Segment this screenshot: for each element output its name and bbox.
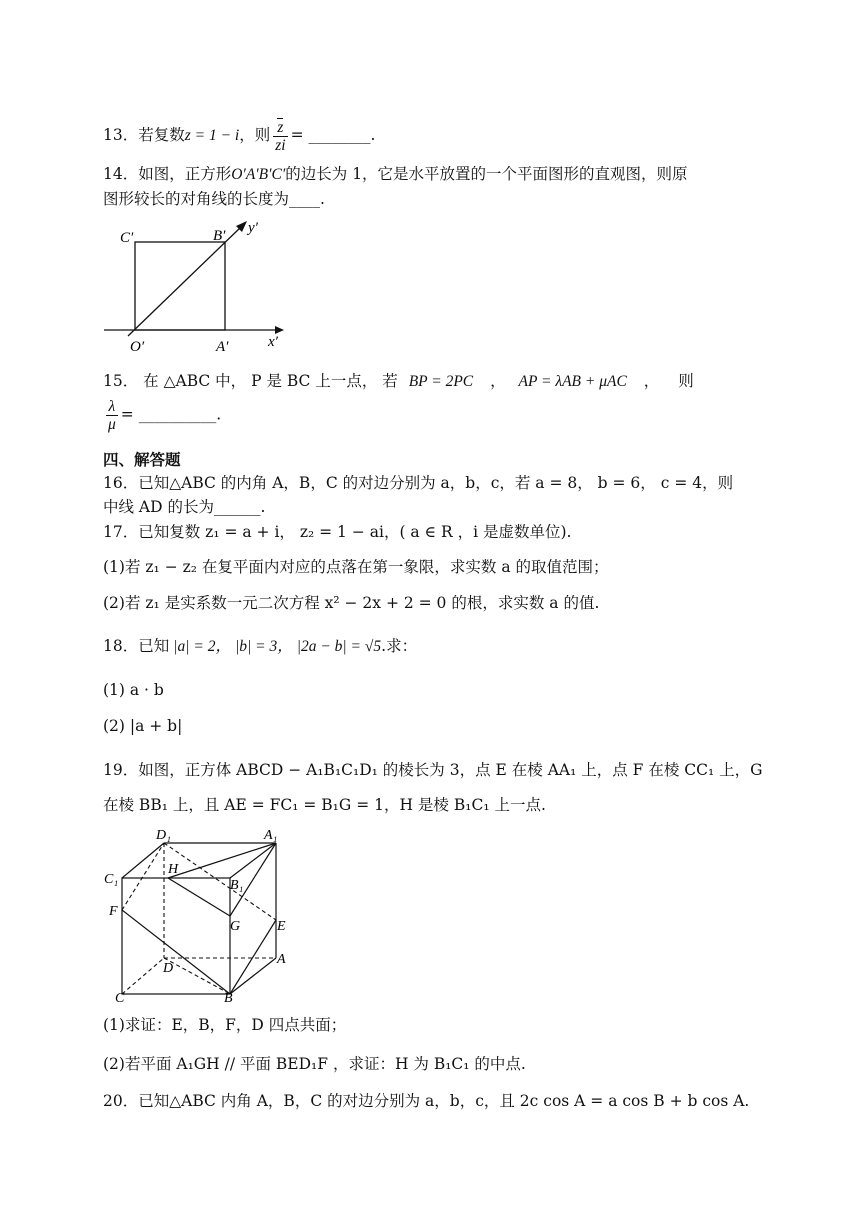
label-b1: B₁ — [230, 878, 244, 893]
edge-c-d-hidden — [122, 958, 164, 994]
q13-fraction-numerator: z — [277, 119, 284, 136]
question-15-line-1: 15． 在 △ABC 中， P 是 BC 上一点， 若 BP = 2PC ， AP = λAB + μAC ， 则 — [103, 372, 694, 390]
q18-suffix: .求： — [381, 637, 418, 655]
edge-b-a — [230, 958, 276, 994]
label-c1: C₁ — [104, 872, 119, 887]
q13-fraction-denominator: zi — [275, 137, 286, 154]
q15-prefix: 15． 在 △ABC 中， P 是 BC 上一点， 若 — [103, 372, 398, 390]
label-c-prime: C′ — [120, 230, 134, 246]
question-18-line-1 — [103, 636, 417, 657]
label-x-prime: x′ — [268, 334, 278, 350]
q13-expression: z = 1 − i — [184, 127, 240, 144]
edge-b1-a1 — [230, 843, 276, 878]
label-g: G — [230, 919, 241, 934]
q13-fraction — [273, 118, 287, 154]
q15-vector-equation-1: BP = 2PC — [408, 373, 474, 390]
label-b: B — [224, 991, 233, 1006]
question-14-line-2: 图形较长的对角线的长度为____. — [103, 190, 325, 208]
q14-line1-suffix: 的边长为 1，它是水平放置的一个平面图形的直观图，则原 — [285, 165, 688, 183]
question-13 — [103, 118, 375, 154]
q15-fraction-numerator: λ — [106, 398, 118, 416]
question-19-part-2: (2)若平面 A₁GH // 平面 BED₁F ，求证：H 为 B₁C₁ 的中点. — [103, 1055, 526, 1073]
label-y-prime: y′ — [248, 220, 258, 236]
question-15-line-2 — [103, 398, 221, 433]
label-b-prime: B′ — [213, 228, 226, 244]
q14-prefix: 14．如图，正方形 — [103, 165, 232, 183]
segment-f-b — [122, 910, 230, 994]
q19-cube-figure — [100, 826, 300, 1006]
question-19-part-1: (1)求证：E，B，F，D 四点共面； — [103, 1016, 347, 1034]
question-20-line-1: 20．已知△ABC 内角 A，B，C 的对边分别为 a，b，c，且 2c cos A = a cos B + b cos A. — [103, 1092, 750, 1110]
label-a: A — [277, 952, 286, 967]
question-16-line-2: 中线 AD 的长为______. — [103, 498, 266, 516]
label-e: E — [277, 919, 286, 934]
segment-d-b-hidden — [164, 958, 230, 994]
segment-h-a1 — [168, 843, 276, 878]
q13-prefix: 13．若复数 — [103, 126, 185, 144]
label-f: F — [109, 904, 118, 919]
q18-condition-2: |b| = 3， — [234, 638, 293, 655]
q18-prefix: 18．已知 — [103, 637, 170, 655]
q18-condition-3: |2a − b| = √5 — [296, 638, 382, 655]
label-c: C — [115, 991, 125, 1006]
label-o-prime: O′ — [130, 339, 145, 355]
segment-f-d1-hidden — [122, 843, 164, 910]
label-a1: A₁ — [264, 828, 278, 843]
q13-answer-blank: = ________. — [290, 126, 376, 144]
x-axis-arrow — [275, 326, 284, 334]
section-heading-solutions: 四、解答题 — [103, 451, 181, 469]
edge-c1-d1 — [122, 843, 164, 878]
q15-fraction-denominator: μ — [108, 416, 116, 433]
question-17-line-1: 17．已知复数 z₁ = a + i， z₂ = 1 − ai，( a ∈ R ，i 是虚数单位). — [103, 523, 572, 541]
label-d: D — [163, 961, 174, 976]
question-19-line-2: 在棱 BB₁ 上，且 AE = FC₁ = B₁G = 1，H 是棱 B₁C₁ 上一点. — [103, 796, 546, 814]
segment-h-g — [168, 878, 230, 916]
question-17-part-2: (2)若 z₁ 是实系数一元二次方程 x² − 2x + 2 = 0 的根，求实数 a 的值. — [103, 594, 600, 612]
front-face — [122, 878, 230, 994]
q15-connector: 则 — [678, 372, 694, 390]
q14-shape-name: O′A′B′C′ — [231, 166, 286, 183]
question-14-line-1 — [103, 164, 688, 185]
q15-fraction — [106, 398, 118, 433]
question-19-line-1: 19．如图，正方体 ABCD − A₁B₁C₁D₁ 的棱长为 3，点 E 在棱 AA₁ 上，点 F 在棱 CC₁ 上，G — [103, 761, 763, 779]
question-16-line-1: 16．已知△ABC 的内角 A，B，C 的对边分别为 a，b，c，若 a = 8， b = 6， c = 4，则 — [103, 474, 734, 492]
q15-vector-equation-2: AP = λAB + μAC — [518, 373, 627, 390]
label-h: H — [168, 862, 179, 877]
question-18-part-2: (2) |a + b| — [103, 717, 183, 735]
segment-d1-e-hidden — [164, 843, 276, 920]
question-18-part-1: (1) a · b — [103, 681, 164, 699]
q18-condition-1: |a| = 2， — [173, 638, 231, 655]
q15-answer-blank: = __________. — [120, 405, 222, 424]
question-17-part-1: (1)若 z₁ − z₂ 在复平面内对应的点落在第一象限，求实数 a 的取值范围； — [103, 558, 609, 576]
q14-figure — [100, 218, 300, 360]
q13-connector: ，则 — [239, 126, 271, 144]
label-a-prime: A′ — [216, 339, 229, 355]
label-d1: D₁ — [156, 828, 171, 843]
